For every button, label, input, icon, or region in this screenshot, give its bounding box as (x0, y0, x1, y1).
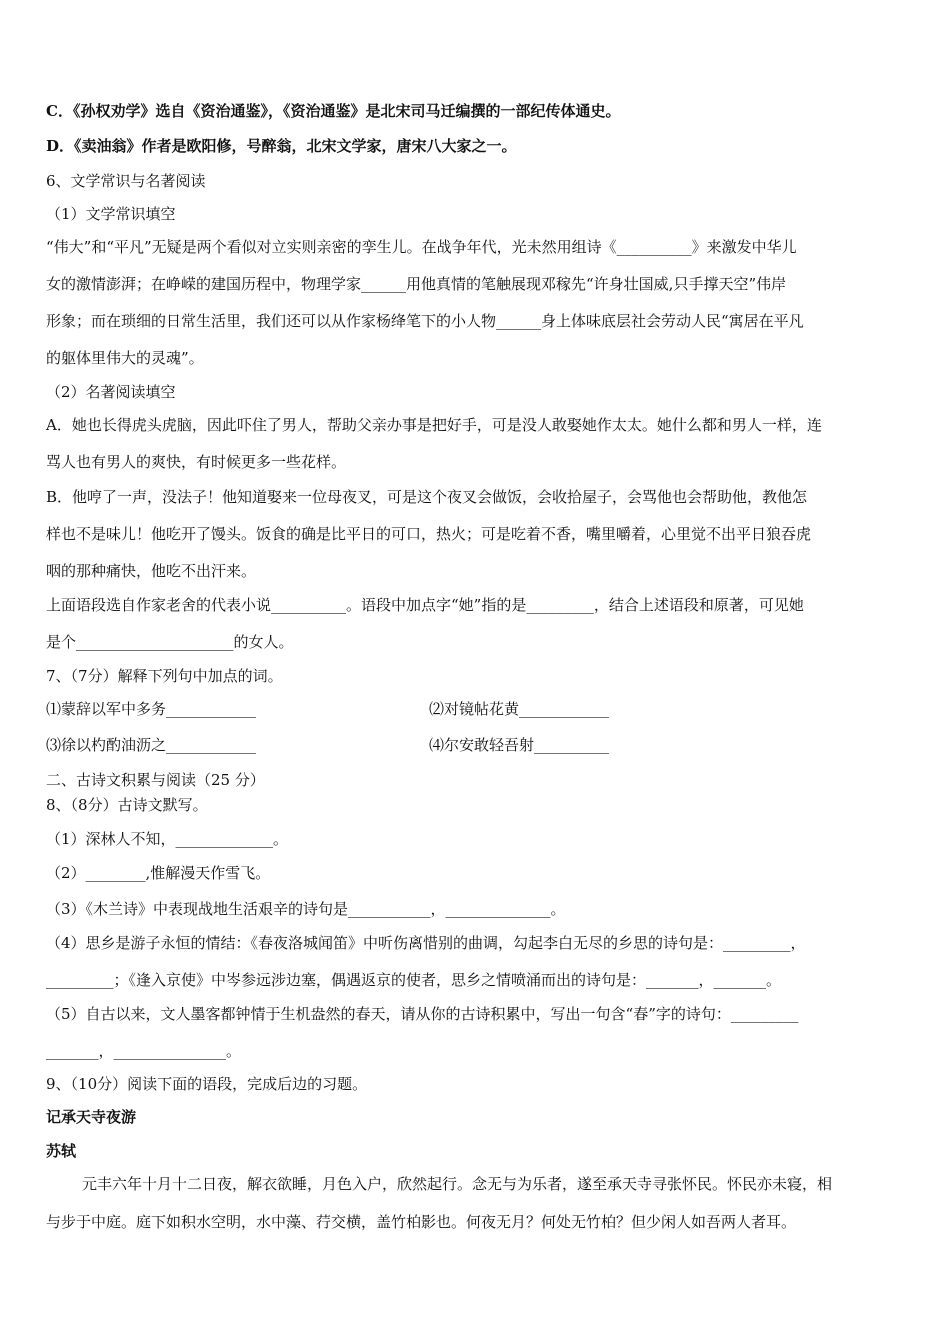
question-6-title: 6、文学常识与名著阅读 (46, 172, 206, 190)
passage-title: 记承天寺夜游 (46, 1108, 137, 1126)
q6-paragraph-line-4: 的躯体里伟大的灵魂”。 (46, 349, 204, 367)
question-8-part-3: （3）《木兰诗》中表现战地生活艰辛的诗句是___________，______________。 (46, 900, 566, 918)
question-9-title: 9、（10分）阅读下面的语段，完成后边的习题。 (46, 1075, 368, 1093)
option-d: D．《卖油翁》作者是欧阳修，号醉翁，北宋文学家，唐宋八大家之一。 (46, 137, 517, 155)
passage-line-1: 元丰六年十月十二日夜，解衣欲睡，月色入户，欣然起行。念无与为乐者，遂至承天寺寻张怀民。怀民亦未寝，相 (82, 1175, 833, 1193)
question-7-item-4: ⑷尔安敢轻吾射__________ (429, 736, 610, 754)
summary-line-2: 是个_____________________的女人。 (46, 633, 294, 651)
question-7-item-3: ⑶徐以杓酌油沥之____________ (46, 736, 257, 754)
question-8-part-5-line-1: （5）自古以来，文人墨客都钟情于生机盎然的春天，请从你的古诗积累中，写出一句含“春”字的诗句：_________ (46, 1005, 799, 1023)
q6-paragraph-line-1: “伟大”和“平凡”无疑是两个看似对立实则亲密的孪生儿。在战争年代，光未然用组诗《__________》来激发中华儿 (46, 238, 797, 256)
excerpt-b-line-1: B．他哼了一声，没法子！他知道娶来一位母夜叉，可是这个夜叉会做饭，会收拾屋子，会骂他也会帮助他，教他怎 (46, 488, 808, 506)
question-7-item-1: ⑴蒙辞以军中多务____________ (46, 700, 257, 718)
summary-line-1: 上面语段选自作家老舍的代表小说__________。语段中加点字“她”指的是_________，结合上述语段和原著，可见她 (46, 596, 804, 614)
excerpt-a-line-1: A．她也长得虎头虎脑，因此吓住了男人，帮助父亲办事是把好手，可是没人敢娶她作太太。她什么都和男人一样，连 (46, 416, 822, 434)
question-8-part-4-line-1: （4）思乡是游子永恒的情结：《春夜洛城闻笛》中听伤离惜别的曲调，勾起李白无尽的乡思的诗句是：_________， (46, 934, 806, 952)
question-7-item-2: ⑵对镜帖花黄____________ (429, 700, 610, 718)
option-c: C．《孙权劝学》选自《资治通鉴》，《资治通鉴》是北宋司马迁编撰的一部纪传体通史。 (46, 102, 621, 120)
section-2-title: 二、古诗文积累与阅读（25 分） (46, 771, 265, 789)
question-7-row-1 (46, 699, 910, 719)
excerpt-a-line-2: 骂人也有男人的爽快，有时候更多一些花样。 (46, 453, 347, 471)
question-8-part-1: （1）深林人不知，_____________。 (46, 830, 289, 848)
excerpt-b-line-3: 咽的那种痛快，他吃不出汗来。 (46, 562, 257, 580)
question-8-title: 8、（8分）古诗文默写。 (46, 796, 208, 814)
question-7-title: 7、（7分）解释下列句中加点的词。 (46, 667, 283, 685)
question-7-row-2 (46, 735, 910, 755)
question-8-part-5-line-2: _______，_______________。 (46, 1042, 242, 1060)
question-6-part-2: （2）名著阅读填空 (46, 383, 176, 401)
question-8-part-4-line-2: _________；《逢入京使》中岑参远涉边塞，偶遇返京的使者，思乡之情喷涌而出的诗句是：_______，_______。 (46, 971, 782, 989)
q6-paragraph-line-3: 形象；而在琐细的日常生活里，我们还可以从作家杨绛笔下的小人物______身上体味底层社会劳动人民“寓居在平凡 (46, 312, 804, 330)
passage-author: 苏轼 (46, 1142, 77, 1160)
passage-line-2: 与步于中庭。庭下如积水空明，水中藻、荇交横，盖竹柏影也。何夜无月？何处无竹柏？但少闲人如吾两人者耳。 (46, 1213, 797, 1231)
excerpt-b-line-2: 样也不是味儿！他吃开了馒头。饭食的确是比平日的可口，热火；可是吃着不香，嘴里嚼着，心里觉不出平日狼吞虎 (46, 525, 812, 543)
q6-paragraph-line-2: 女的激情澎湃；在峥嵘的建国历程中，物理学家______用他真情的笔触展现邓稼先“许身壮国威,只手撑天空”伟岸 (46, 275, 787, 293)
question-6-part-1: （1）文学常识填空 (46, 205, 176, 223)
question-8-part-2: （2）________,惟解漫天作雪飞。 (46, 864, 271, 882)
